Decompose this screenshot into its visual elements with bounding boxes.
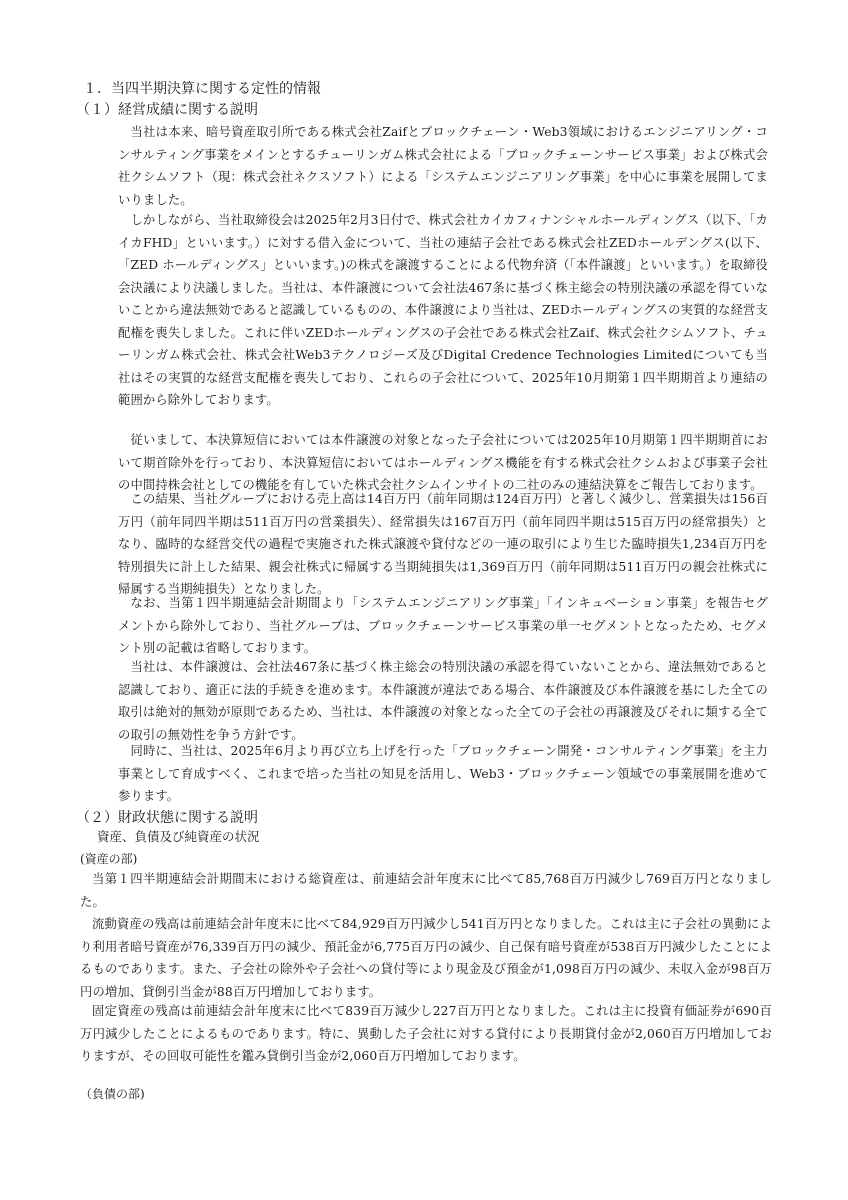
paragraph-segment-info: なお、当第１四半期連結会計期間より「システムエンジニアリング事業」「インキュベーション事業」を報告セグメントから除外しており、当社グループは、ブロックチェーンサービス事業の単一セグメントとなったため、セグメント別の記載は省略しております。 (118, 596, 768, 655)
paragraph-fixed-assets: 固定資産の残高は前連結会計年度末に比べて839百万減少し227百万円となりました。これは主に投資有価証券が690百万円減少したことによるものであります。特に、異動した子会社に対する貸付により長期貸付金が2,060百万円増加しておりますが、その回収可能性を鑑み貸倒引当金が2,060百万円増加しております。 (80, 1004, 772, 1063)
paragraph-consolidation-scope: 従いまして、本決算短信においては本件譲渡の対象となった子会社については2025年10月期第１四半期期首において期首除外を行っており、本決算短信においてはホールディングス機能を有する株式会社クシムおよび事業子会社の中間持株会社としての機能を有していた株式会社クシムインサイトの二社のみの連結決算をご報告しております。 (118, 433, 768, 492)
subsection-heading-financial-position: （２）財政状態に関する説明 (76, 810, 258, 826)
paragraph-new-business: 同時に、当社は、2025年6月より再び立ち上げを行った「ブロックチェーン開発・コンサルティング事業」を主力事業として育成すべく、これまで培った当社の知見を活用し、Web3・ブロックチェーン領域での事業展開を進めて参ります。 (118, 744, 768, 803)
paragraph-total-assets: 当第１四半期連結会計期間末における総資産は、前連結会計年度末に比べて85,768百万円減少し769百万円となりました。 (80, 872, 772, 909)
paragraph-share-transfer: しかしながら、当社取締役会は2025年2月3日付で、株式会社カイカフィナンシャルホールディングス（以下、「カイカFHD」といいます。）に対する借入金について、当社の連結子会社である株式会社ZEDホールデングス(以下、「ZED ホールディングス」といいます。)の株式を譲渡することによる代物弁済（「本件譲渡」といいます。）を取締役会決議により決議しました。当社は、本件譲渡について会社法467条に基づく株主総会の特別決議の承認を得ていないことから違法無効であると認識しているものの、本件譲渡により当社は、ZEDホールディングスの実質的な経営支配権を喪失しました。これに伴いZEDホールディングスの子会社である株式会社Zaif、株式会社クシムソフト、チューリンガム株式会社、株式会社Web3テクノロジーズ及びDigital Credence Technologies Limitedについても当社はその実質的な経営支配権を喪失しており、これらの子会社について、2025年10月期第１四半期期首より連結の範囲から除外しております。 (118, 213, 768, 407)
liabilities-label: （負債の部) (80, 1087, 145, 1101)
paragraph-current-assets: 流動資産の残高は前連結会計年度末に比べて84,929百万円減少し541百万円となりました。これは主に子会社の異動により利用者暗号資産が76,339百万円の減少、預託金が6,775百万円の減少、自己保有暗号資産が538百万円減少したことによるものであります。また、子会社の除外や子会社への貸付等により現金及び預金が1,098百万円の減少、未収入金が98百万円の増加、貸倒引当金が88百万円増加しております。 (80, 917, 772, 999)
subsection-heading-operating-results: （１）経営成績に関する説明 (76, 102, 258, 118)
assets-label: (資産の部) (80, 852, 138, 866)
subsection-subheading-balance: 資産、負債及び純資産の状況 (97, 829, 260, 844)
paragraph-legal-policy: 当社は、本件譲渡は、会社法467条に基づく株主総会の特別決議の承認を得ていないことから、違法無効であると認識しており、適正に法的手続きを進めます。本件譲渡が違法である場合、本件譲渡及び本件譲渡を基にした全ての取引は絶対的無効が原則であるため、当社は、本件譲渡の対象となった全ての子会社の再譲渡及びそれに類する全ての取引の無効性を争う方針です。 (118, 660, 768, 742)
paragraph-results-figures: この結果、当社グループにおける売上高は14百万円（前年同期は124百万円）と著しく減少し、営業損失は156百万円（前年同四半期は511百万円の営業損失）、経常損失は167百万円（前年同四半期は515百万円の経常損失）となり、臨時的な経営交代の過程で実施された株式譲渡や貸付などの一連の取引により生じた臨時損失1,234百万円を特別損失に計上した結果、親会社株式に帰属する当期純損失は1,369百万円（前年同期は511百万円の親会社株式に帰属する当期純損失）となりました。 (118, 492, 768, 596)
paragraph-business-overview: 当社は本来、暗号資産取引所である株式会社Zaifとブロックチェーン・Web3領域におけるエンジニアリング・コンサルティング事業をメインとするチューリンガム株式会社による「ブロックチェーンサービス事業」および株式会社クシムソフト（現：株式会社ネクスソフト）による「システムエンジニアリング事業」を中心に事業を展開してまいりました。 (118, 125, 768, 207)
section-heading-qualitative-info: １．当四半期決算に関する定性的情報 (83, 81, 321, 97)
